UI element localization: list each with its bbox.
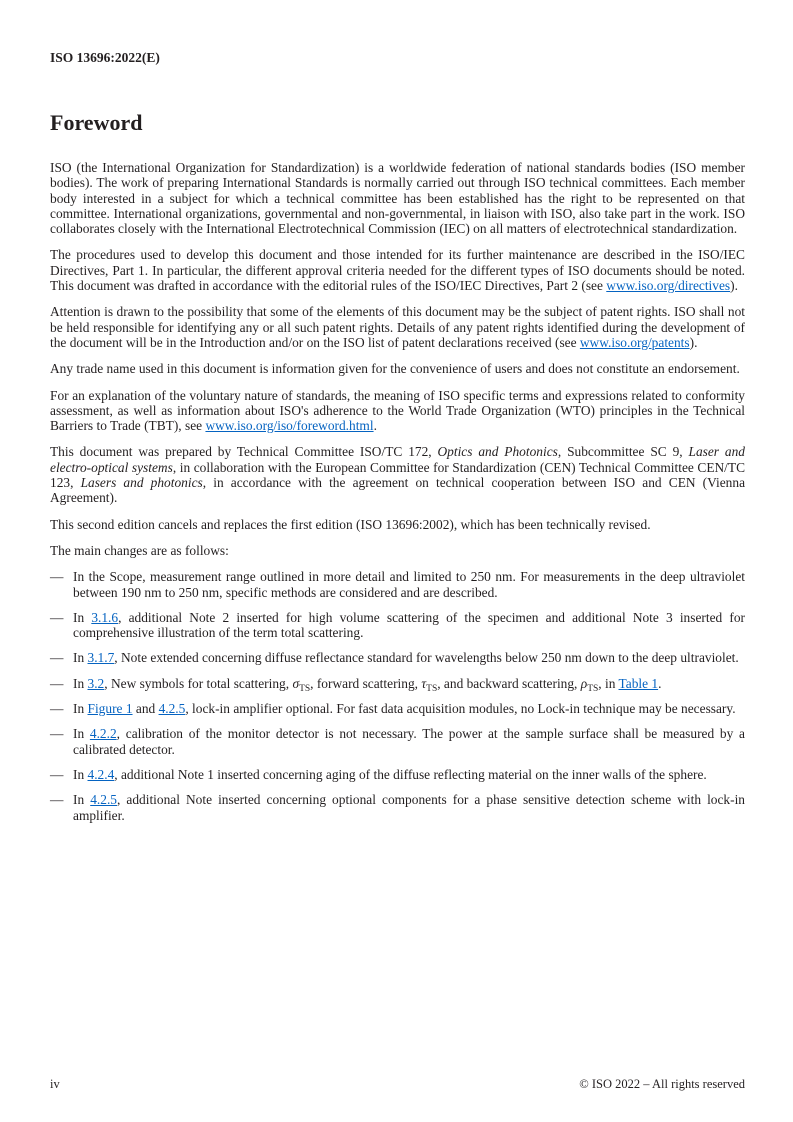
list-item-text: In the Scope, measurement range outlined in more detail and limited to 250 nm. For measurements in the deep ultraviolet between 190 nm to 250 nm, specific methods are considered and are described. <box>73 569 745 600</box>
bullet-marker: — <box>50 701 64 717</box>
inline-link[interactable]: www.iso.org/directives <box>606 278 731 294</box>
bullet-marker: — <box>50 569 64 585</box>
document-id: ISO 13696:2022(E) <box>50 50 160 65</box>
inline-link[interactable]: 4.2.4 <box>87 766 115 782</box>
italic-text: σ <box>292 675 300 691</box>
list-item <box>50 701 745 716</box>
inline-link[interactable]: 3.2 <box>87 675 105 691</box>
paragraph: The procedures used to develop this document and those intended for its further maintenance are described in the ISO/IEC Directives, Part 1. In particular, the different approval criteria needed for the different types of ISO documents should be noted. This document was drafted in accordance with the editorial rules of the ISO/IEC Directives, Part 2 (see www.iso.org/directives). <box>50 247 745 294</box>
list-item <box>50 610 745 641</box>
list-item-text: In 3.2, New symbols for total scattering, $\sigma_{TS}$, forward scattering, $\tau_{TS}$, and backward scattering, $\rho_{TS}$, in Table 1. <box>73 675 662 694</box>
list-item <box>50 767 745 782</box>
bullet-marker: — <box>50 766 64 782</box>
document-footer <box>50 1077 745 1092</box>
inline-link[interactable]: 3.1.7 <box>87 650 115 666</box>
subscript-text: TS <box>587 683 599 694</box>
inline-link[interactable]: Figure 1 <box>87 701 133 717</box>
italic-text: Laser and electro-optical systems <box>50 444 745 475</box>
list-item-text: In 3.1.7, Note extended concerning diffuse reflectance standard for wavelengths below 250 nm down to the deep ultraviolet. <box>73 650 739 666</box>
list-item-text: In 4.2.5, additional Note inserted concerning optional components for a phase sensitive detection scheme with lock-in amplifier. <box>73 792 745 823</box>
italic-text: Optics and Photonics <box>437 444 558 460</box>
paragraph: This document was prepared by Technical Committee ISO/TC 172, Optics and Photonics, Subcommittee SC 9, Laser and electro-optical systems, in collaboration with the European Committee for Standardization (CEN) Technical Committee CEN/TC 123, Lasers and photonics, in accordance with the agreement on technical cooperation between ISO and CEN (Vienna Agreement). <box>50 444 746 506</box>
bullet-marker: — <box>50 675 64 691</box>
list-item-text: In 3.1.6, additional Note 2 inserted for high volume scattering of the specimen and additional Note 3 inserted for comprehensive illustration of the term total scattering. <box>73 609 745 641</box>
subscript-text: TS <box>426 683 438 694</box>
paragraph: For an explanation of the voluntary nature of standards, the meaning of ISO specific terms and expressions related to conformity assessment, as well as information about ISO's adherence to the World Trade Organization (WTO) principles in the Technical Barriers to Trade (TBT), see www.iso.org/iso/foreword.html. <box>50 387 745 434</box>
inline-link[interactable]: 3.1.6 <box>91 609 119 625</box>
bullet-marker: — <box>50 609 64 625</box>
paragraph: The main changes are as follows: <box>50 542 229 558</box>
inline-link[interactable]: www.iso.org/patents <box>579 334 690 350</box>
inline-link[interactable]: www.iso.org/iso/foreword.html <box>205 418 374 434</box>
bullet-marker: — <box>50 650 64 666</box>
paragraph: ISO (the International Organization for Standardization) is a worldwide federation of national standards bodies (ISO member bodies). The work of preparing International Standards is normally carried out through ISO technical committees. Each member body interested in a subject for which a technical committee has been established has the right to be represented on that committee. International organizations, governmental and non-governmental, in liaison with ISO, also take part in the work. ISO collaborates closely with the International Electrotechnical Commission (IEC) on all matters of electrotechnical standardization. <box>50 160 745 237</box>
bullet-marker: — <box>50 792 64 808</box>
inline-link[interactable]: Table 1 <box>618 675 659 691</box>
list-item-text: In 4.2.4, additional Note 1 inserted concerning aging of the diffuse reflecting material on the inner walls of the sphere. <box>73 766 707 782</box>
page-number: iv <box>50 1077 60 1091</box>
inline-link[interactable]: 4.2.5 <box>158 701 186 717</box>
changes-list <box>50 569 745 823</box>
copyright-notice: © ISO 2022 – All rights reserved <box>579 1077 745 1091</box>
inline-link[interactable]: 4.2.2 <box>89 726 117 742</box>
list-item <box>50 792 745 823</box>
italic-text: Lasers and photonics <box>80 475 203 491</box>
list-item-text: In 4.2.2, calibration of the monitor detector is not necessary. The power at the sample surface shall be measured by a calibrated detector. <box>73 726 745 757</box>
page-title: Foreword <box>50 110 143 135</box>
list-item <box>50 650 745 665</box>
paragraph: Any trade name used in this document is information given for the convenience of users and does not constitute an endorsement. <box>50 361 740 377</box>
italic-text: ρ <box>580 675 588 691</box>
list-item <box>50 726 745 757</box>
italic-text: τ <box>421 675 427 691</box>
paragraph: This second edition cancels and replaces the first edition (ISO 13696:2002), which has been technically revised. <box>50 516 651 532</box>
list-item-text: In Figure 1 and 4.2.5, lock-in amplifier optional. For fast data acquisition modules, no Lock-in technique may be necessary. <box>73 701 736 717</box>
inline-link[interactable]: 4.2.5 <box>90 792 117 808</box>
paragraph: Attention is drawn to the possibility that some of the elements of this document may be the subject of patent rights. ISO shall not be held responsible for identifying any or all such patent rights. Details of any patent rights identified during the development of the document will be in the Introduction and/or on the ISO list of patent declarations received (see www.iso.org/patents). <box>50 304 745 350</box>
list-item <box>50 569 745 600</box>
subscript-text: TS <box>299 683 311 694</box>
document-header <box>50 50 745 66</box>
list-item <box>50 675 745 694</box>
bullet-marker: — <box>50 726 64 742</box>
